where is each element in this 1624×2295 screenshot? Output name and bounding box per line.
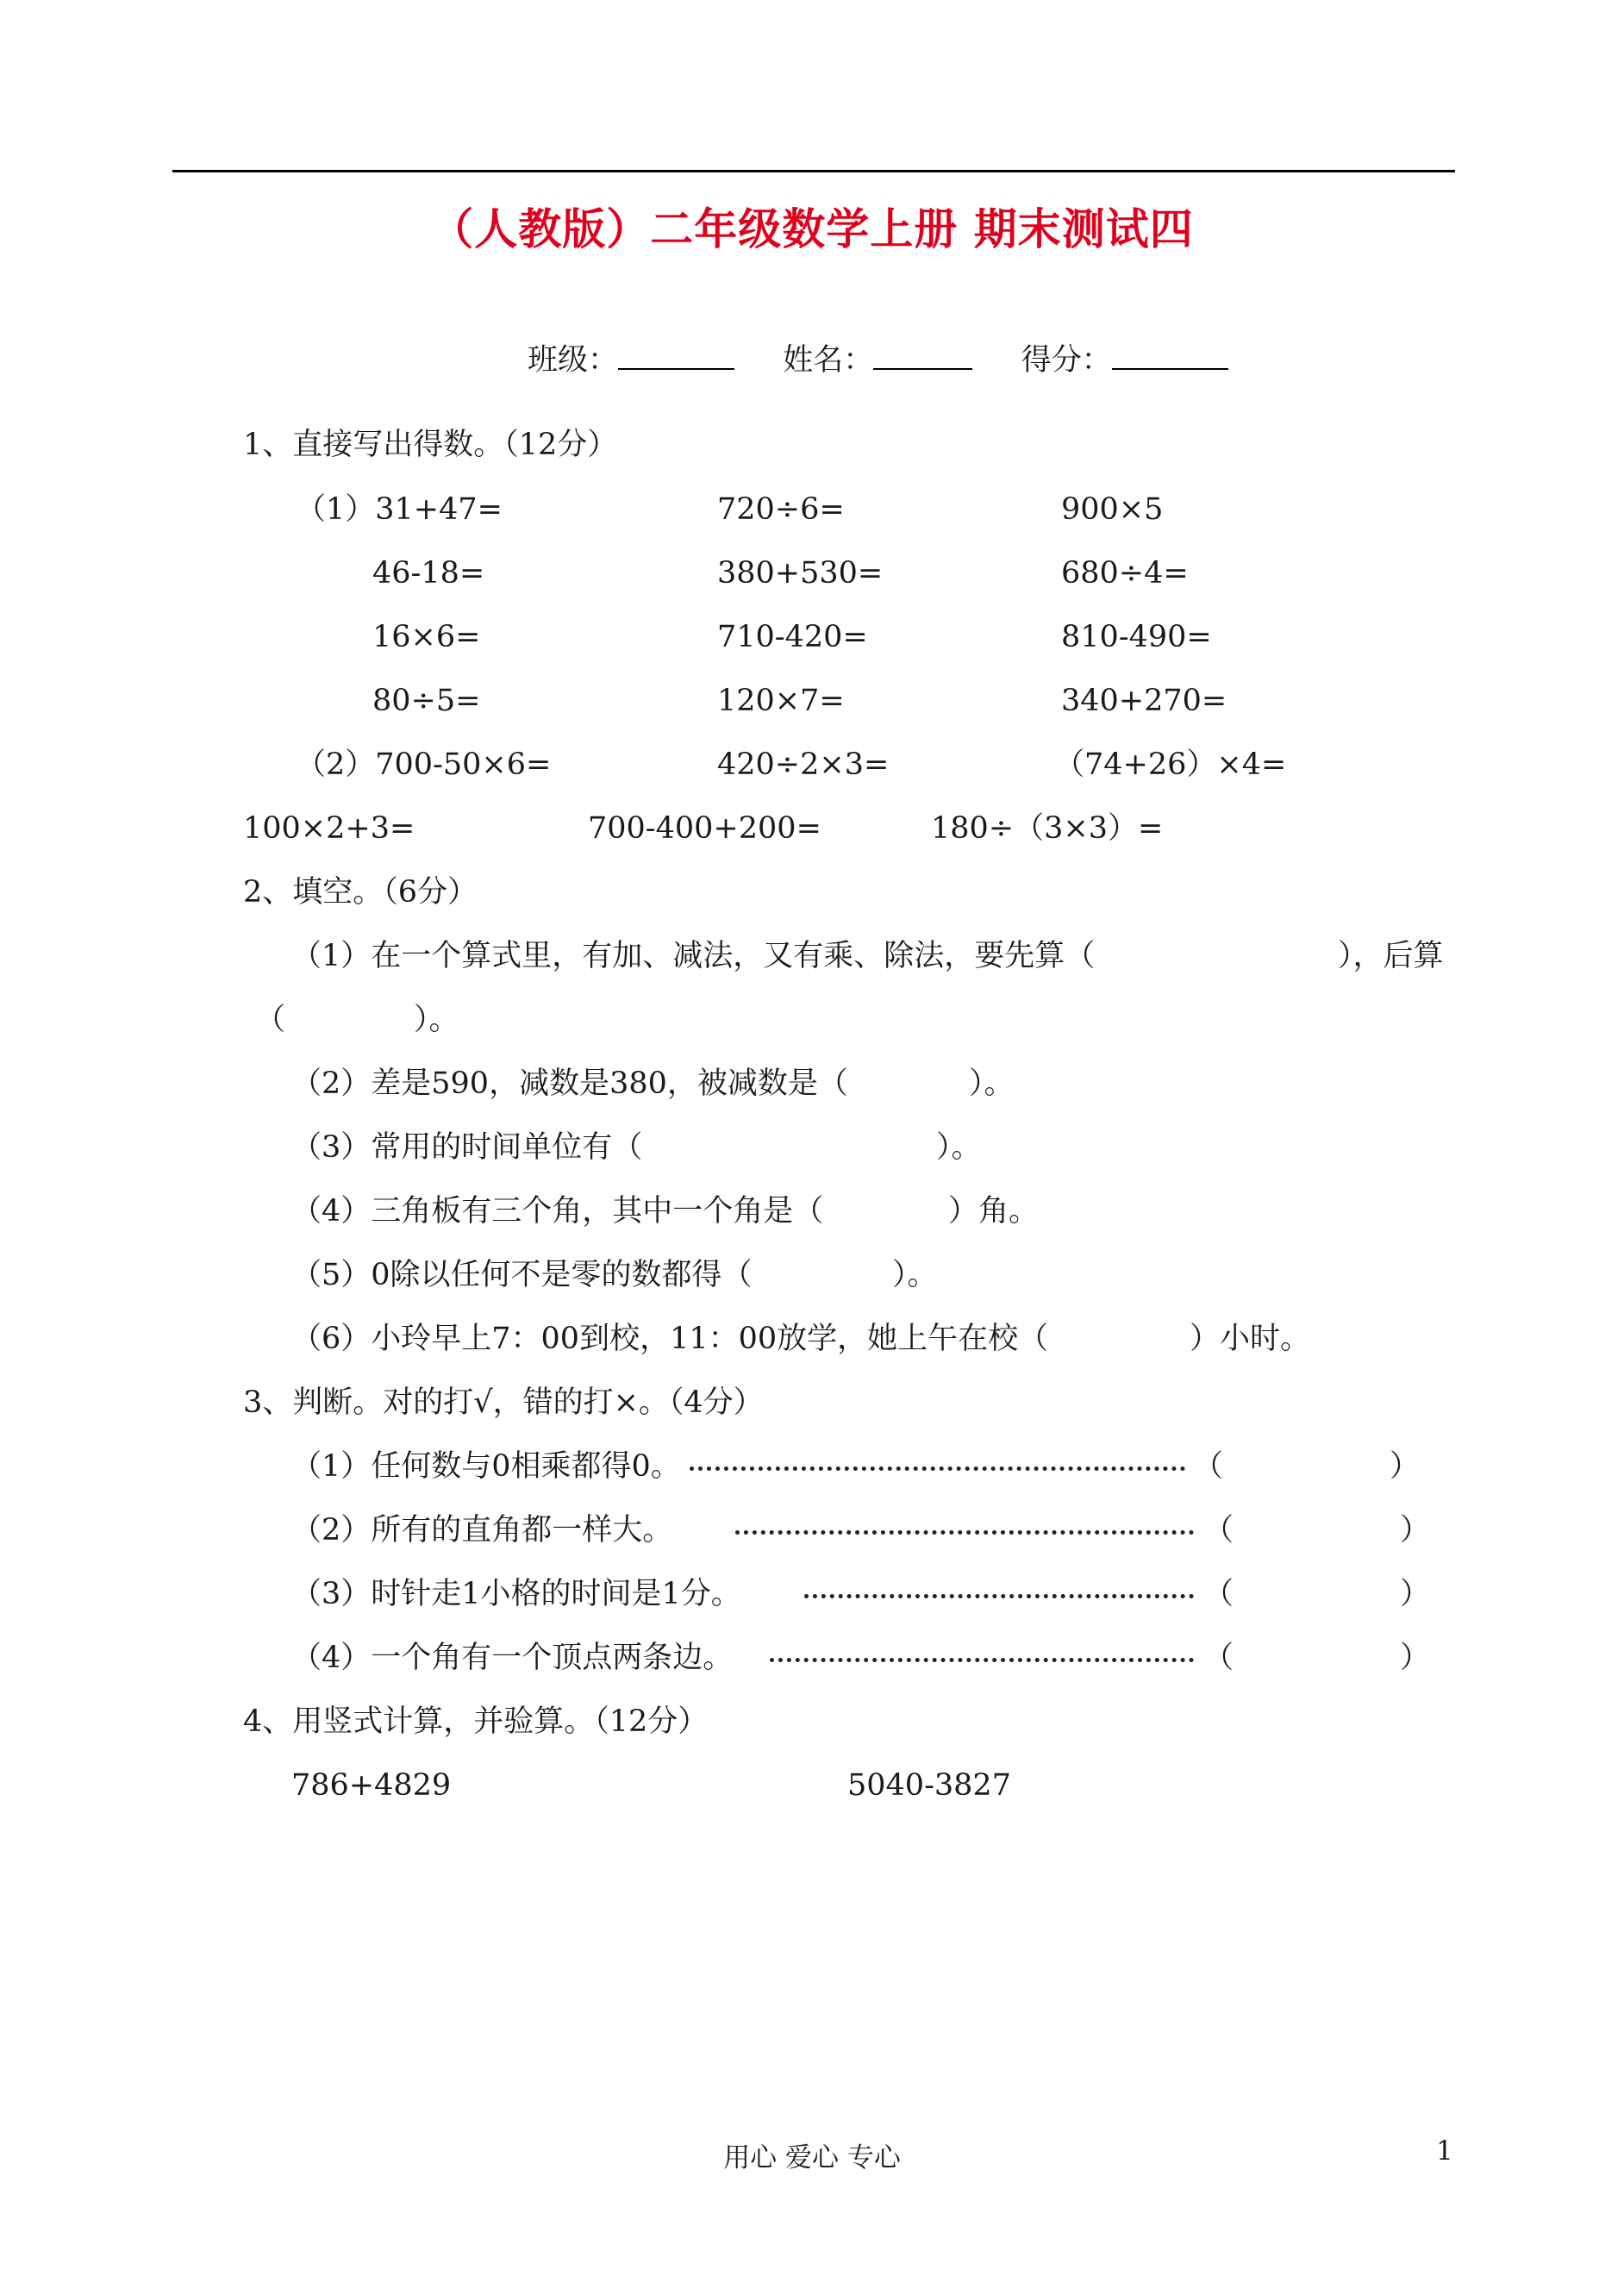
q2-item1-text-end: ），后算 [1338,939,1444,973]
q3-item4-text: （4）一个角有一个顶点两条边。 [291,1641,734,1675]
q1-row6-col1: 100×2+3= [243,811,415,846]
q3-item2-text: （2）所有的直角都一样大。 [291,1513,673,1548]
q3-item4-leader [770,1658,1194,1662]
q2-item4-text-end: ）角。 [948,1194,1040,1229]
q1-row1-col3: 900×5 [1061,492,1164,527]
q3-item3-paren-close: ） [1400,1577,1431,1611]
q1-row5-col1: （2）700-50×6= [296,747,552,782]
header-rule [172,170,1455,172]
name-label: 姓名： [783,343,874,378]
q1-row4-col3: 340+270= [1061,684,1227,718]
q2-item5-text: （5）0除以任何不是零的数都得（ [291,1258,753,1292]
q3-item3-text: （3）时针走1小格的时间是1分。 [291,1577,741,1611]
q2-item5-text-end: ）。 [892,1258,938,1292]
q4-expr1: 786+4829 [291,1768,452,1803]
q3-heading: 3、判断。对的打√，错的打×。（4分） [243,1385,764,1420]
student-info-row [528,342,1228,378]
q3-item2-leader [735,1530,1194,1535]
q1-row2-col3: 680÷4= [1061,556,1189,591]
q3-item1-text: （1）任何数与0相乘都得0。 [291,1449,681,1484]
page-title: （人教版）二年级数学上册 期末测试四 [430,203,1194,254]
class-label: 班级： [528,343,619,378]
q2-item1-paren-open: （ [255,1003,286,1037]
score-label: 得分： [1021,343,1112,378]
q1-row3-col1: 16×6= [372,620,481,654]
q3-item2-paren-close: ） [1400,1513,1431,1548]
q2-heading: 2、填空。（6分） [243,875,478,910]
q1-row6-col3: 180÷（3×3）= [931,811,1164,846]
name-blank[interactable] [873,342,972,370]
q1-row5-col3: （74+26）×4= [1054,747,1287,782]
q2-item1-paren-close: ）。 [414,1003,459,1037]
q2-item2-text-end: ）。 [969,1066,1015,1101]
q1-row3-col2: 710-420= [717,620,868,654]
q1-heading: 1、直接写出得数。（12分） [243,428,618,462]
q2-item3-text: （3）常用的时间单位有（ [291,1130,643,1165]
q3-item4-paren-open: （ [1203,1641,1234,1675]
q1-row6-col2: 700-400+200= [588,811,821,846]
q3-item1-leader [690,1466,1185,1471]
q4-expr2: 5040-3827 [847,1768,1011,1803]
q3-item3-leader [804,1594,1194,1598]
score-blank[interactable] [1112,342,1228,370]
q3-item1-paren-close: ） [1390,1449,1421,1484]
class-blank[interactable] [618,342,734,370]
q4-heading: 4、用竖式计算，并验算。（12分） [243,1704,709,1739]
q2-item1-text: （1）在一个算式里，有加、减法，又有乘、除法，要先算（ [291,939,1096,973]
q2-item6-text: （6）小玲早上7：00到校，11：00放学，她上午在校（ [291,1322,1049,1356]
footer-motto: 用心 爱心 专心 [723,2142,901,2173]
q1-row2-col2: 380+530= [717,556,884,591]
q3-item4-paren-close: ） [1400,1641,1431,1675]
q2-item6-text-end: ）小时。 [1190,1322,1311,1356]
q1-row3-col3: 810-490= [1061,620,1212,654]
q1-row5-col2: 420÷2×3= [717,747,890,782]
q1-row4-col2: 120×7= [717,684,845,718]
q3-item1-paren-open: （ [1193,1449,1224,1484]
page-number: 1 [1436,2136,1453,2167]
q2-item4-text: （4）三角板有三个角，其中一个角是（ [291,1194,824,1229]
q1-row2-col1: 46-18= [372,556,485,591]
q1-row1-col1: （1）31+47= [296,492,503,527]
q1-row1-col2: 720÷6= [717,492,845,527]
q1-row4-col1: 80÷5= [372,684,481,718]
q3-item3-paren-open: （ [1203,1577,1234,1611]
q2-item2-text: （2）差是590，减数是380，被减数是（ [291,1066,848,1101]
q2-item3-text-end: ）。 [936,1130,982,1165]
q3-item2-paren-open: （ [1203,1513,1234,1548]
